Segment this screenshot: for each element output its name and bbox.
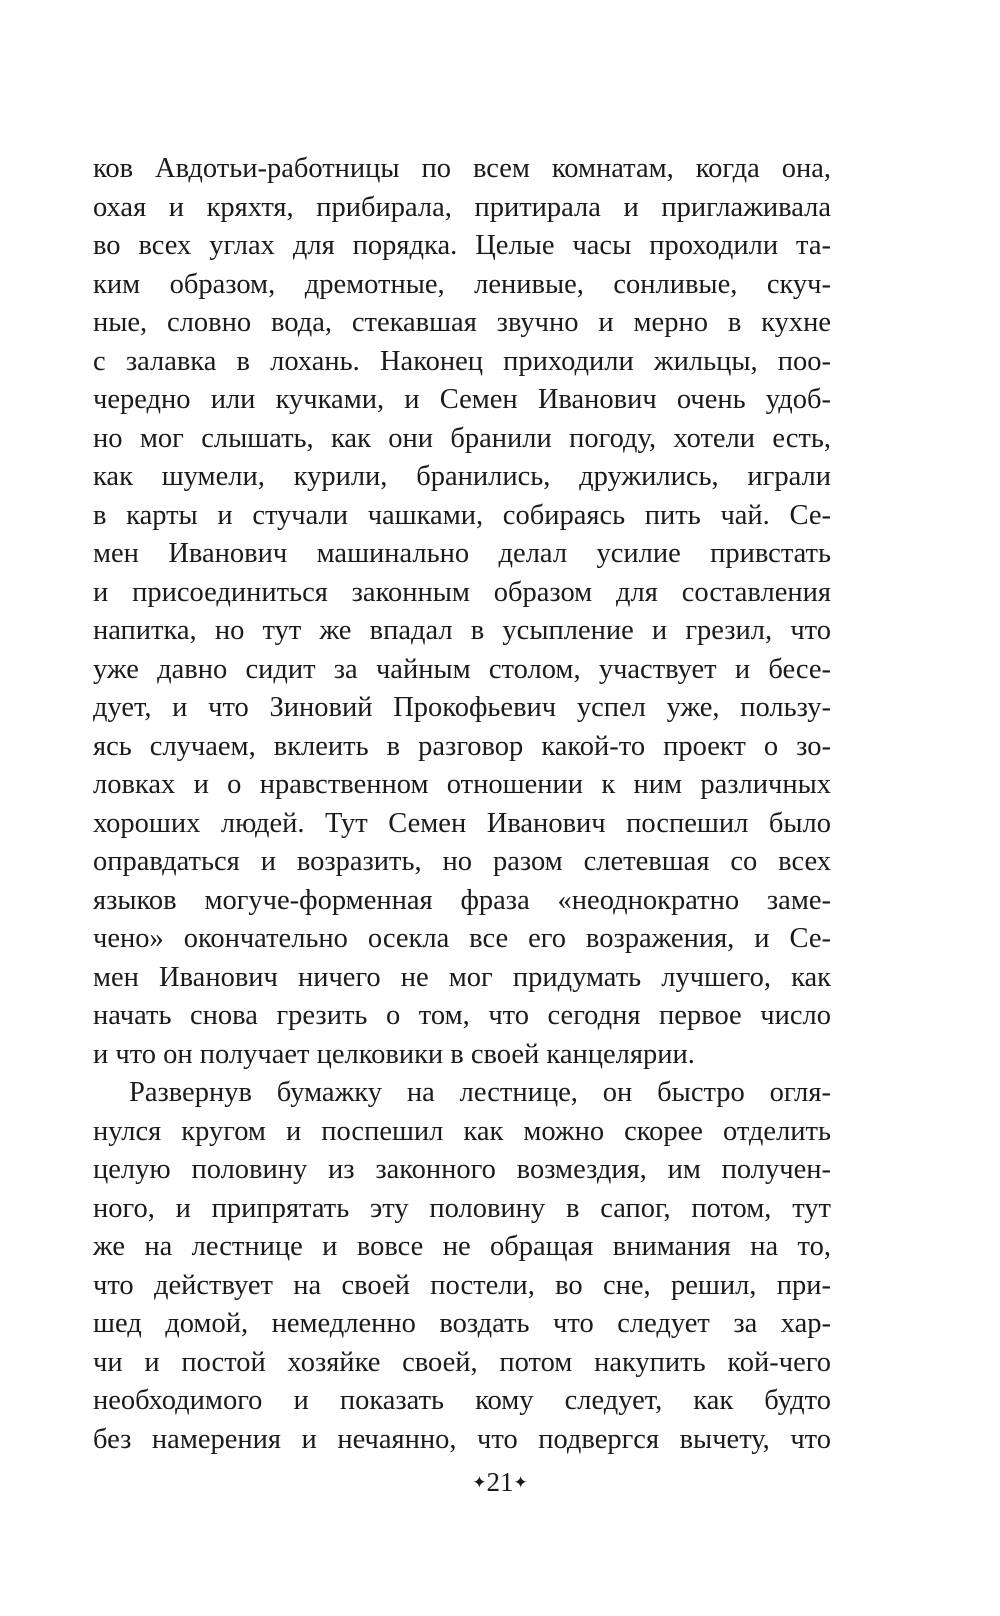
text-line: в карты и стучали чашками, собираясь пить чай. Се- bbox=[93, 499, 831, 531]
text-line: ловках и о нравственном отношении к ним различных bbox=[93, 769, 831, 800]
text-line: дует, и что Зиновий Прокофьевич успел уже, пользу- bbox=[93, 692, 831, 723]
ornament-left-icon: ✦ bbox=[472, 1473, 487, 1492]
text-line: оправдаться и возразить, но разом слетевшая со всех bbox=[93, 846, 831, 877]
text-line: чено» окончательно осекла все его возражения, и Се- bbox=[93, 923, 831, 954]
page-number-value: 21 bbox=[486, 1467, 514, 1497]
text-line: ков Авдотьи-работницы по всем комнатам, когда она, bbox=[93, 153, 831, 184]
text-line: во всех углах для порядка. Целые часы проходили та- bbox=[93, 230, 831, 261]
text-line: охая и кряхтя, прибирала, притирала и приглаживала bbox=[93, 191, 831, 223]
body-text bbox=[93, 150, 831, 1459]
text-line: напитка, но тут же впадал в усыпление и грезил, что bbox=[93, 615, 831, 646]
text-line: ким образом, дремотные, ленивые, сонливые, скуч- bbox=[93, 268, 831, 300]
text-line: с залавка в лохань. Наконец приходили жильцы, поо- bbox=[93, 345, 831, 377]
text-line: нулся кругом и поспешил как можно скорее отделить bbox=[93, 1115, 831, 1147]
text-line: и присоединиться законным образом для составления bbox=[93, 576, 831, 608]
text-line: ного, и припрятать эту половину в сапог, потом, тут bbox=[93, 1192, 831, 1224]
text-line: но мог слышать, как они бранили погоду, хотели есть, bbox=[93, 422, 831, 454]
text-line: же на лестнице и вовсе не обращая внимания на то, bbox=[93, 1231, 831, 1262]
text-line: необходимого и показать кому следует, как будто bbox=[93, 1385, 831, 1416]
text-line: начать снова грезить о том, что сегодня первое число bbox=[93, 1000, 831, 1031]
text-line: целую половину из законного возмездия, им получен- bbox=[93, 1154, 831, 1185]
text-line: чередно или кучками, и Семен Иванович очень удоб- bbox=[93, 384, 831, 415]
text-line: без намерения и нечаянно, что подвергся вычету, что bbox=[93, 1423, 831, 1455]
text-line: ясь случаем, вклеить в разговор какой-то проект о зо- bbox=[93, 730, 831, 762]
text-line: хороших людей. Тут Семен Иванович поспешил было bbox=[93, 807, 831, 839]
text-line: уже давно сидит за чайным столом, участвует и бесе- bbox=[93, 653, 831, 685]
paragraph-2 bbox=[93, 1074, 831, 1459]
text-line: что действует на своей постели, во сне, решил, при- bbox=[93, 1269, 831, 1301]
text-line: и что он получает целковики в своей канцелярии. bbox=[93, 1038, 695, 1070]
text-line: мен Иванович машинально делал усилие привстать bbox=[93, 538, 831, 569]
text-line: как шумели, курили, бранились, дружились, играли bbox=[93, 461, 831, 492]
paragraph-1 bbox=[93, 150, 831, 1074]
page-number bbox=[0, 1465, 1000, 1500]
text-line: чи и постой хозяйке своей, потом накупить кой-чего bbox=[93, 1346, 831, 1378]
text-line: языков могуче-форменная фраза «неоднократно заме- bbox=[93, 884, 831, 916]
text-line: ные, словно вода, стекавшая звучно и мерно в кухне bbox=[93, 307, 831, 338]
text-line: шед домой, немедленно воздать что следует за хар- bbox=[93, 1308, 831, 1339]
ornament-right-icon: ✦ bbox=[513, 1473, 528, 1492]
text-line: мен Иванович ничего не мог придумать лучшего, как bbox=[93, 961, 831, 993]
text-line: Развернув бумажку на лестнице, он быстро огля- bbox=[129, 1077, 831, 1108]
